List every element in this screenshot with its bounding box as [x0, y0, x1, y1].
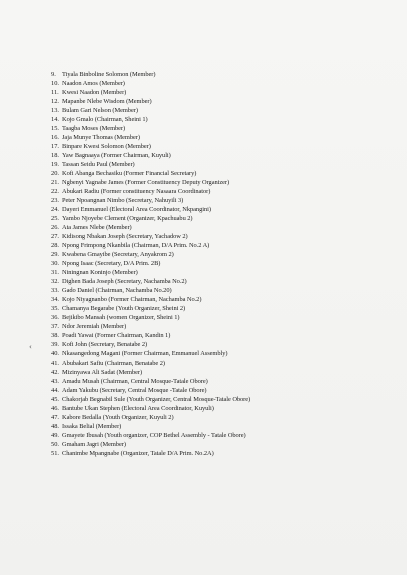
- list-item-text: Naadon Amos (Member): [62, 80, 125, 88]
- list-item-number: 37.: [51, 323, 59, 331]
- list-item: [51, 124, 250, 133]
- list-item: [51, 277, 250, 286]
- list-item-number: 13.: [51, 107, 59, 115]
- list-item-number: 18.: [51, 152, 59, 160]
- list-item-number: 51.: [51, 449, 59, 457]
- list-item-number: 32.: [51, 278, 59, 286]
- list-item: [51, 359, 250, 368]
- list-item-text: Yambo Njoyebe Clement (Organizer, Kpachuabu 2): [62, 215, 193, 223]
- list-item-text: Poadi Yawai (Former Chairman, Kandin 1): [62, 332, 171, 340]
- list-item-text: Ngbenyi Yagnabe James (Former Constituency Deputy Organizer): [62, 179, 230, 187]
- list-item-text: Kofi Abanga Bechasiku (Former Financial Secretary): [62, 170, 197, 178]
- list-item-text: Dayeri Emmanuel (Electoral Area Coordinator, Nkpangini): [62, 206, 211, 214]
- list-item: [51, 142, 250, 151]
- list-item-text: Abukari Radiu (Former constituency Nasaara Coordinator): [62, 188, 211, 196]
- list-item-text: Npong Isaac (Secretary, D/A Prim. 2B): [62, 260, 161, 268]
- list-item: [51, 377, 250, 386]
- list-item-number: 22.: [51, 188, 59, 196]
- list-item-number: 14.: [51, 116, 59, 124]
- list-item-text: Kidisong Nbakan Joseph (Secretary, Yachadow 2): [62, 233, 188, 241]
- list-item: [51, 349, 250, 358]
- list-item-number: 35.: [51, 305, 59, 313]
- list-item-number: 40.: [51, 350, 59, 358]
- list-item: [51, 259, 250, 268]
- list-item-text: Gmayete Ibusah (Youth organizer, COP Bethel Assembly - Tatale Obore): [62, 431, 246, 439]
- list-item-number: 11.: [51, 89, 59, 97]
- list-item-text: Kojo Gmalo (Chairman, Sheini 1): [62, 116, 148, 124]
- list-item: [51, 250, 250, 259]
- list-item: [51, 304, 250, 313]
- list-item-number: 47.: [51, 413, 59, 421]
- list-item-number: 31.: [51, 269, 59, 277]
- member-list: [51, 70, 250, 458]
- list-item: [51, 322, 250, 331]
- list-item-number: 29.: [51, 251, 59, 259]
- list-item-text: Peter Npoangnan Nimbo (Secretary, Nahuyili 3): [62, 197, 184, 205]
- list-item-text: Nkasangedong Magani (Former Chairman, Emmanuel Assembly): [62, 350, 228, 358]
- list-item: [51, 160, 250, 169]
- list-item: [51, 440, 250, 449]
- list-item-number: 33.: [51, 287, 59, 295]
- list-item-text: Abubakari Safiu (Chairman, Benatabe 2): [62, 359, 165, 367]
- list-item: [51, 151, 250, 160]
- list-item: [51, 115, 250, 124]
- list-item-number: 20.: [51, 170, 59, 178]
- list-item-number: 43.: [51, 377, 59, 385]
- list-item-text: Bantube Ukan Stephen (Electoral Area Coordinator, Kuyuli): [62, 404, 214, 412]
- list-item-number: 49.: [51, 431, 59, 439]
- list-item: [51, 106, 250, 115]
- list-item-number: 45.: [51, 395, 59, 403]
- list-item-number: 44.: [51, 386, 59, 394]
- list-item-number: 25.: [51, 215, 59, 223]
- list-item-number: 34.: [51, 296, 59, 304]
- list-item-text: Kabore Bedalla (Youth Organizer, Kuyuli 2): [62, 413, 174, 421]
- list-item-text: Chanimbe Mpangnabe (Organizer, Tatale D/A Prim. No.2A): [62, 449, 214, 457]
- list-item-number: 19.: [51, 161, 59, 169]
- list-item: [51, 214, 250, 223]
- list-item: [51, 232, 250, 241]
- list-item-text: Kwabena Gmayibe (Secretary, Anyakrom 2): [62, 251, 174, 259]
- list-item-text: Gmaham Jagri (Member): [62, 440, 126, 448]
- list-item-text: Mapanbe Nlebe Wisdom (Member): [62, 98, 152, 106]
- list-item: [51, 395, 250, 404]
- list-item-text: Kwesi Naadon (Member): [62, 89, 127, 97]
- list-item-text: Kojo Niyagnanbo (Former Chairman, Nachamba No.2): [62, 296, 202, 304]
- list-item-number: 23.: [51, 197, 59, 205]
- list-item: [51, 286, 250, 295]
- list-item-number: 17.: [51, 143, 59, 151]
- list-item-number: 50.: [51, 440, 59, 448]
- list-item-number: 16.: [51, 134, 59, 142]
- list-item-number: 39.: [51, 341, 59, 349]
- list-item-number: 21.: [51, 179, 59, 187]
- list-item: [51, 386, 250, 395]
- list-item: [51, 187, 250, 196]
- list-item-text: Binpare Kwesi Solomon (Member): [62, 143, 151, 151]
- list-item-number: 42.: [51, 368, 59, 376]
- list-item: [51, 295, 250, 304]
- list-item: [51, 223, 250, 232]
- list-item-text: Npong Frimpong Nkanbila (Chairman, D/A Prim. No.2 A): [62, 242, 210, 250]
- list-item-text: Gado Daniel (Chairman, Nachamba No.20): [62, 287, 172, 295]
- list-item-text: Ndor Jeremiah (Member): [62, 323, 127, 331]
- list-item: [51, 70, 250, 79]
- list-item: [51, 88, 250, 97]
- list-item: [51, 413, 250, 422]
- list-item-text: Dighen Bada Joseph (Secretary, Nachamba No.2): [62, 278, 187, 286]
- list-item: [51, 340, 250, 349]
- list-item-number: 15.: [51, 125, 59, 133]
- list-item-text: Mizinyawa Ali Sadat (Member): [62, 368, 143, 376]
- list-item-number: 26.: [51, 224, 59, 232]
- list-item: [51, 79, 250, 88]
- list-item-number: 30.: [51, 260, 59, 268]
- list-item: [51, 331, 250, 340]
- list-item-text: Taagba Moses (Member): [62, 125, 126, 133]
- list-item-text: Bejikibo Mansah (women Organizer, Sheini 1): [62, 314, 180, 322]
- list-item: [51, 196, 250, 205]
- list-item-number: 41.: [51, 359, 59, 367]
- list-item-number: 28.: [51, 242, 59, 250]
- list-item-number: 12.: [51, 98, 59, 106]
- list-item-text: Niningnan Koninjo (Member): [62, 269, 138, 277]
- list-item-text: Kofi John (Secretary, Benatabe 2): [62, 341, 148, 349]
- list-item: [51, 449, 250, 458]
- list-item-text: Adam Yakubu (Secretary, Central Mosque -Tatale Obore): [62, 386, 207, 394]
- list-item: [51, 404, 250, 413]
- list-item-number: 38.: [51, 332, 59, 340]
- list-item-number: 46.: [51, 404, 59, 412]
- list-item-text: Chamanya Begarabe (Youth Organizer, Sheini 2): [62, 305, 186, 313]
- list-item: [51, 422, 250, 431]
- list-item-number: 27.: [51, 233, 59, 241]
- list-item-text: Jaja Munye Thomas (Member): [62, 134, 140, 142]
- list-item: [51, 133, 250, 142]
- list-item-number: 48.: [51, 422, 59, 430]
- margin-mark: ‹: [29, 343, 32, 351]
- list-item: [51, 169, 250, 178]
- list-item-text: Ata James Nlebe (Member): [62, 224, 132, 232]
- list-item-text: Issaka Belial (Member): [62, 422, 122, 430]
- list-item: [51, 431, 250, 440]
- list-item-text: Tassan Seidu Paul (Member): [62, 161, 135, 169]
- list-item: [51, 241, 250, 250]
- list-item: [51, 97, 250, 106]
- list-item-text: Yaw Bagnaaya (Former Chairman, Kuyuli): [62, 152, 171, 160]
- list-item-number: 9.: [51, 71, 56, 78]
- list-item-text: Bulam Gari Nelson (Member): [62, 107, 138, 115]
- list-item: [51, 313, 250, 322]
- list-item: [51, 368, 250, 377]
- list-item-number: 10.: [51, 80, 59, 88]
- list-item-text: Chakorjab Begnabil Sule (Youth Organizer, Central Mosque-Tatale Obore): [62, 395, 251, 403]
- list-item-text: Amadu Musah (Chairman, Central Mosque-Tatale Obore): [62, 377, 208, 385]
- list-item-number: 36.: [51, 314, 59, 322]
- list-item-text: Tiyala Binboline Solomon (Member): [62, 71, 156, 78]
- list-item: [51, 268, 250, 277]
- list-item-number: 24.: [51, 206, 59, 214]
- list-item: [51, 205, 250, 214]
- list-item: [51, 178, 250, 187]
